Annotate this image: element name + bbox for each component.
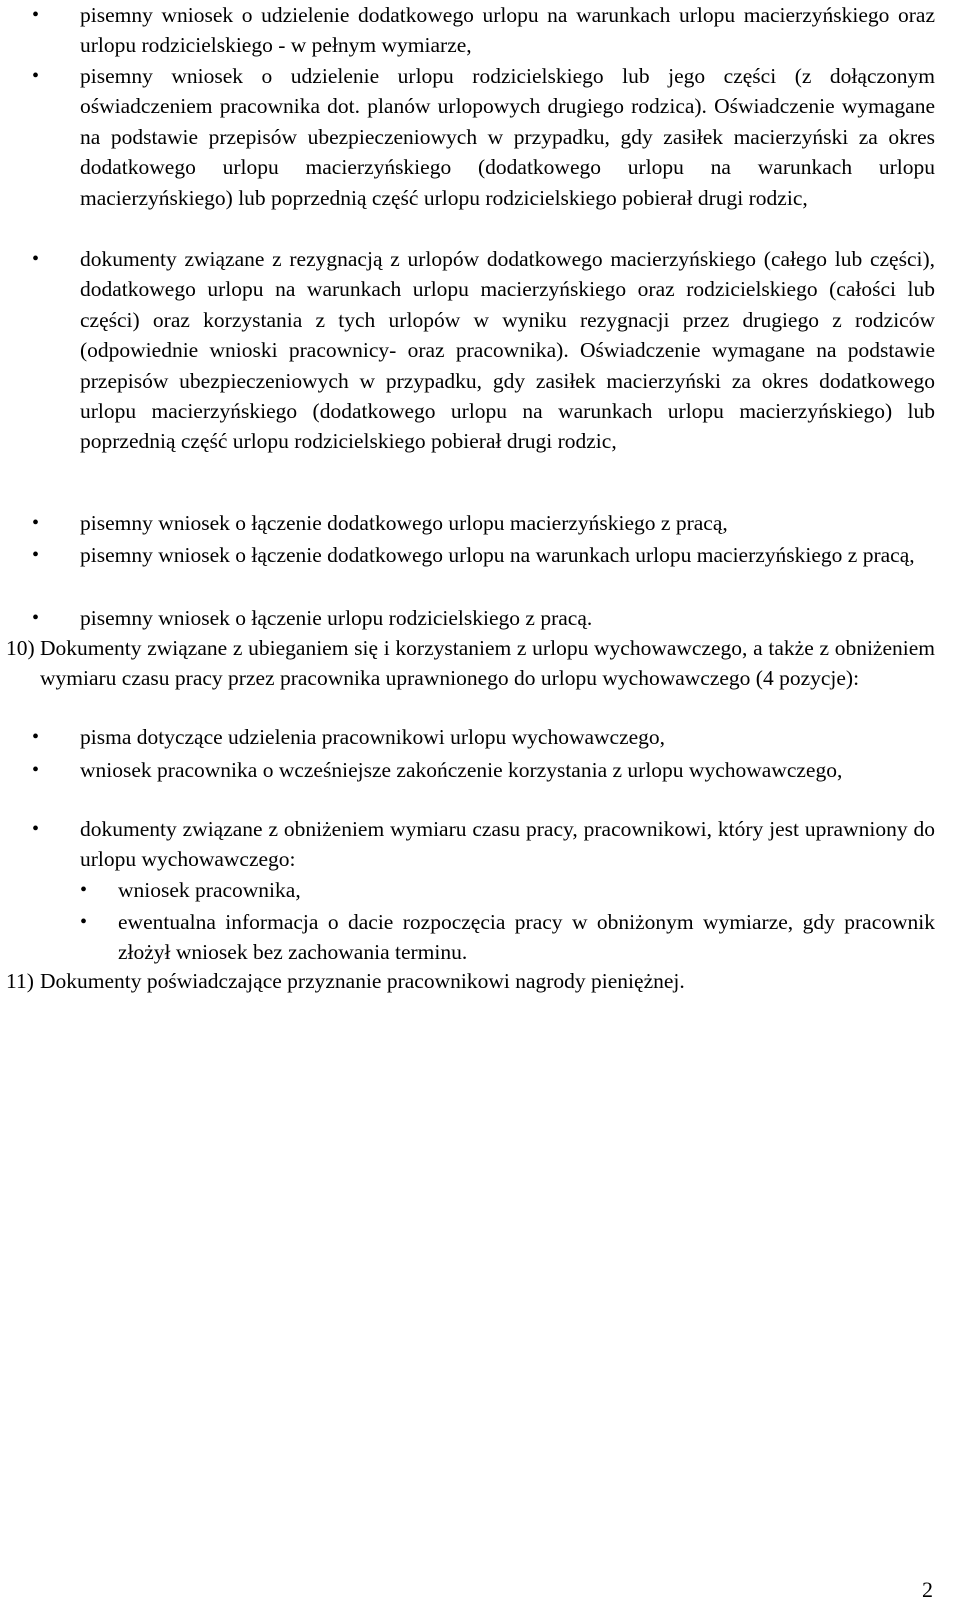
list-item-text: dokumenty związane z rezygnacją z urlopów dodatkowego macierzyńskiego (całego lub części), dodatkowego urlopu na warunkach urlopu macierzyńskiego oraz rodzicielskiego (całości lub części) oraz korzystania z tych urlopów w wyniku rezygnacji przez drugiego z rodziców (odpowiednie wnioski pracownicy- oraz pracownika). Oświadczenie wymagane na podstawie przepisów ubezpieczeniowych w przypadku, gdy zasiłek macierzyński za okres dodatkowego urlopu macierzyńskiego (dodatkowego urlopu na warunkach urlopu macierzyńskiego) lub poprzednią część urlopu rodzicielskiego pobierał drugi rodzic, [80, 247, 935, 454]
list-item-text: pisemny wniosek o łączenie urlopu rodzicielskiego z pracą. [80, 606, 593, 630]
list-item-text: pisemny wniosek o łączenie dodatkowego urlopu macierzyńskiego z pracą, [80, 511, 728, 535]
sub-list-item-text: ewentualna informacja o dacie rozpoczęcia pracy w obniżonym wymiarze, gdy pracownik złożył wniosek bez zachowania terminu. [118, 910, 935, 965]
section-number: 10) [6, 636, 35, 660]
bullet: • [32, 65, 40, 87]
list-item [0, 814, 960, 875]
bullet: • [32, 4, 40, 26]
bullet: • [32, 759, 40, 781]
list-item [0, 508, 960, 538]
list-item-text: pisemny wniosek o udzielenie urlopu rodzicielskiego lub jego części (z dołączonym oświadczeniem pracownika dot. planów urlopowych drugiego rodzica). Oświadczenie wymagane na podstawie przepisów ubezpieczeniowych w przypadku, gdy zasiłek macierzyński za okres dodatkowego urlopu macierzyńskiego (dodatkowego urlopu na warunkach urlopu macierzyńskiego) lub poprzednią część urlopu rodzicielskiego pobierał drugi rodzic, [80, 64, 935, 210]
list-item [0, 722, 960, 752]
bullet: • [32, 248, 40, 270]
bullet: • [32, 544, 40, 566]
list-item-text: wniosek pracownika o wcześniejsze zakończenie korzystania z urlopu wychowawczego, [80, 758, 843, 782]
list-item-text: dokumenty związane z obniżeniem wymiaru czasu pracy, pracownikowi, który jest uprawniony do urlopu wychowawczego: [80, 817, 935, 872]
sub-list-item-text: wniosek pracownika, [118, 878, 301, 902]
sub-list-item [0, 875, 960, 905]
bullet: • [32, 607, 40, 629]
section-11 [0, 966, 960, 996]
bullet: • [80, 879, 88, 901]
list-item [0, 0, 960, 61]
list-item [0, 603, 960, 633]
page-number: 2 [922, 1577, 933, 1602]
list-item-text: pisma dotyczące udzielenia pracownikowi urlopu wychowawczego, [80, 725, 666, 749]
bullet: • [32, 818, 40, 840]
list-item [0, 61, 960, 213]
list-item [0, 540, 960, 570]
list-item [0, 244, 960, 457]
list-item-text: pisemny wniosek o łączenie dodatkowego urlopu na warunkach urlopu macierzyńskiego z pracą, [80, 543, 915, 567]
list-item [0, 755, 960, 785]
section-number: 11) [6, 969, 34, 993]
bullet: • [32, 726, 40, 748]
sub-list-item [0, 907, 960, 968]
bullet: • [32, 512, 40, 534]
list-item-text: pisemny wniosek o udzielenie dodatkowego urlopu na warunkach urlopu macierzyńskiego oraz urlopu rodzicielskiego - w pełnym wymiarze, [80, 3, 935, 58]
section-heading: Dokumenty poświadczające przyznanie pracownikowi nagrody pieniężnej. [40, 969, 685, 993]
section-heading: Dokumenty związane z ubieganiem się i korzystaniem z urlopu wychowawczego, a także z obniżeniem wymiaru czasu pracy przez pracownika uprawnionego do urlopu wychowawczego (4 pozycje): [40, 636, 935, 691]
bullet: • [80, 911, 88, 933]
section-10 [0, 633, 960, 694]
